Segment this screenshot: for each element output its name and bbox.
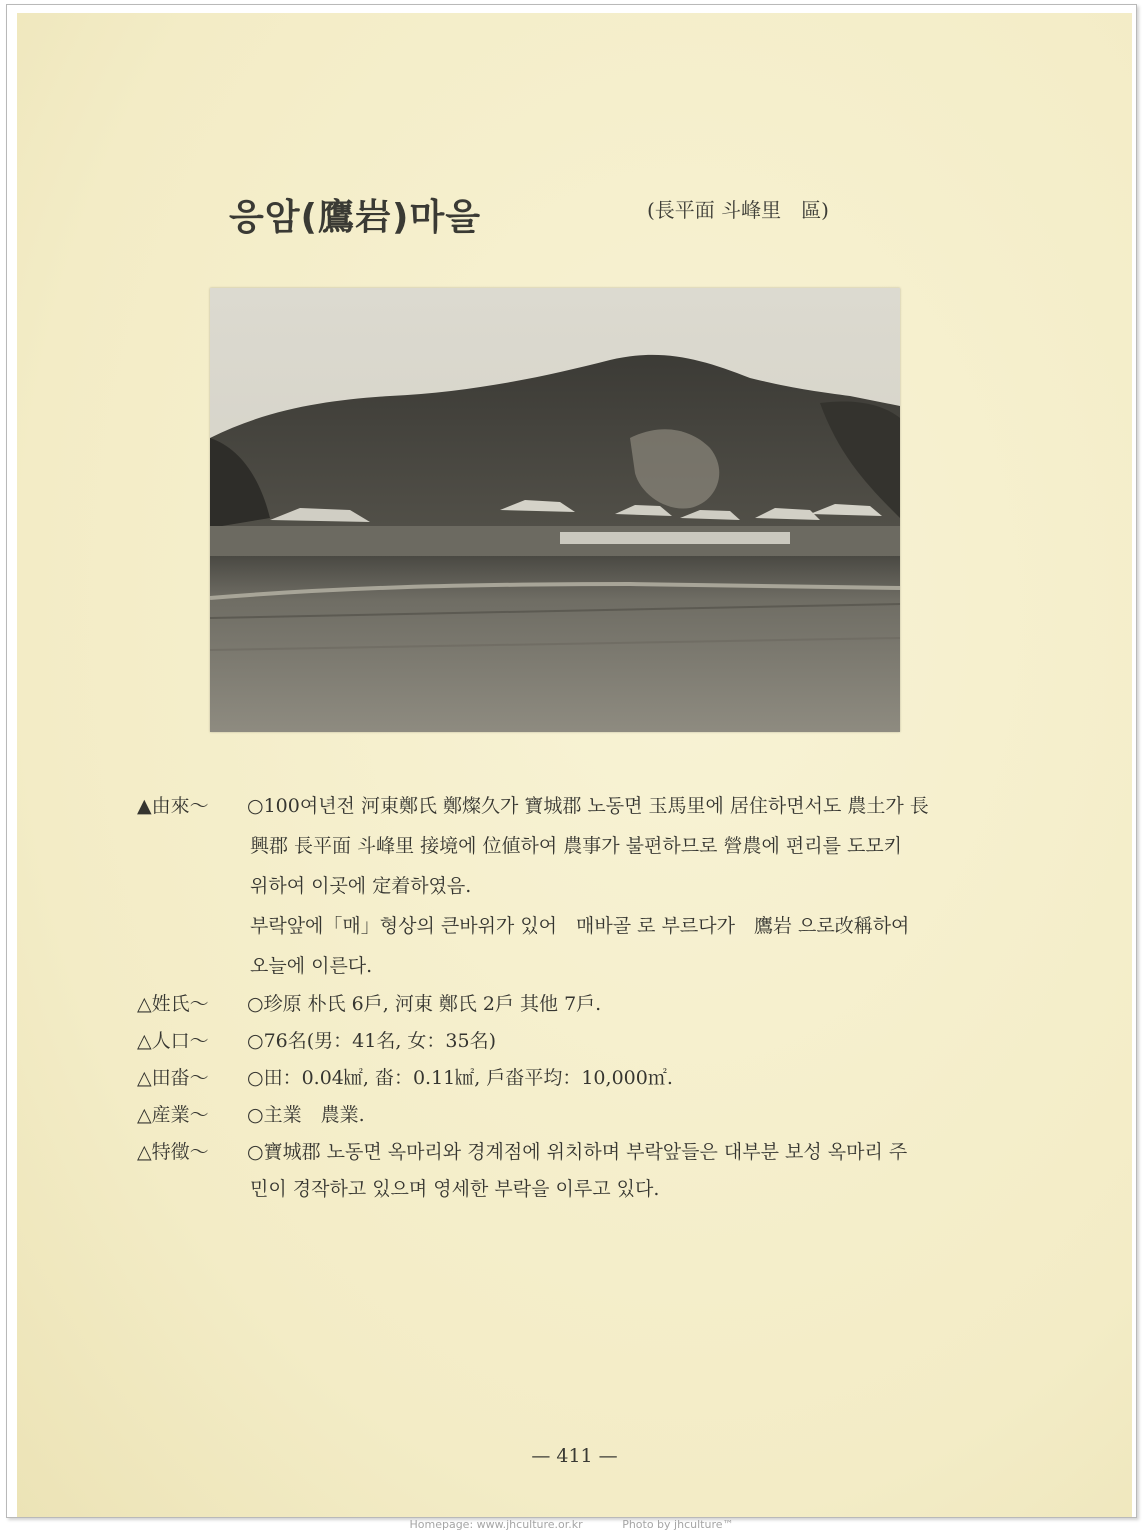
entry-text: 민이 경작하고 있으며 영세한 부락을 이루고 있다.	[250, 1178, 660, 1200]
entry-industry	[137, 1097, 1057, 1134]
village-photo	[210, 288, 900, 732]
entry-text: 위하여 이곳에 定着하였음.	[250, 875, 472, 897]
entry-text: 興郡 長平面 斗峰里 接境에 位値하여 農事가 불편하므로 營農에 편리를 도모키	[250, 835, 903, 857]
photo-credit: Photo by jhculture™	[622, 1518, 734, 1531]
homepage-link[interactable]: Homepage: www.jhculture.or.kr	[409, 1518, 583, 1531]
entry-label: ▲由來～	[137, 795, 209, 817]
entry-text: ○76名(男：41名, 女：35名)	[247, 1030, 497, 1052]
entry-label: △産業～	[137, 1104, 209, 1126]
region-label: (長平面 斗峰里 區)	[647, 198, 829, 222]
entry-text: ○珍原 朴氏 6戶, 河東 鄭氏 2戶 其他 7戶.	[247, 993, 602, 1015]
entry-text: ○主業 農業.	[247, 1104, 365, 1126]
entry-label: △人口～	[137, 1030, 209, 1052]
page-number: — 411 —	[531, 1445, 618, 1467]
entry-text: ○寶城郡 노동면 옥마리와 경계점에 위치하며 부락앞들은 대부분 보성 옥마리 주	[247, 1141, 908, 1163]
entry-text: ○100여년전 河東鄭氏 鄭燦久가 寶城郡 노동면 玉馬里에 居住하면서도 農土가 長	[247, 795, 929, 817]
entry-label: △特徵～	[137, 1141, 209, 1163]
entry-population	[137, 1023, 1057, 1060]
entry-text: 부락앞에「매」형상의 큰바위가 있어 매바골 로 부르다가 鷹岩 으로改稱하여	[250, 915, 910, 937]
page-title: 응암(鷹岩)마을	[229, 197, 482, 238]
entry-list	[137, 786, 1057, 1208]
entry-features	[137, 1134, 1057, 1208]
entry-label: △田畓～	[137, 1067, 209, 1089]
document-page	[17, 13, 1132, 1518]
entry-origin	[137, 786, 1057, 986]
village-photo-image	[210, 288, 900, 732]
entry-farmland	[137, 1060, 1057, 1097]
footer	[0, 1516, 1143, 1534]
entry-label: △姓氏～	[137, 993, 209, 1015]
scan-frame	[6, 4, 1137, 1518]
entry-text: 오늘에 이른다.	[250, 955, 373, 977]
entry-surnames	[137, 986, 1057, 1023]
entry-text: ○田：0.04㎢, 畓：0.11㎢, 戶畓平均：10,000㎡.	[247, 1067, 673, 1089]
